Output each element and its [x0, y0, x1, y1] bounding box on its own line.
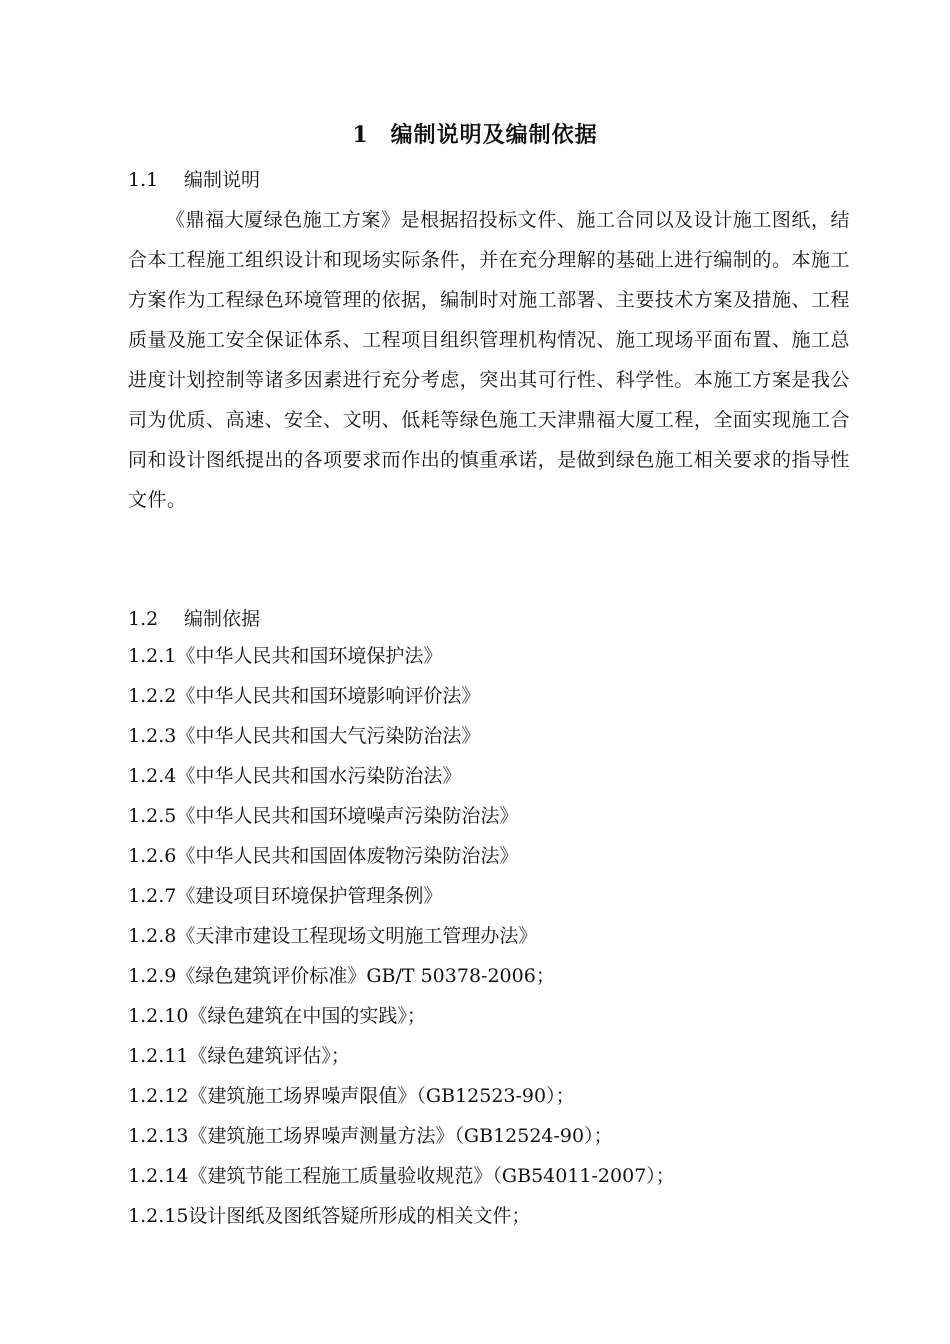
reference-item: 1.2.4《中华人民共和国水污染防治法》	[128, 765, 462, 787]
chapter-number: 1	[352, 122, 369, 148]
section-heading-text: 编制依据	[184, 608, 261, 630]
section-number: 1.2	[128, 608, 159, 630]
section-heading-1-1	[128, 165, 260, 192]
reference-item: 1.2.6《中华人民共和国固体废物污染防治法》	[128, 845, 519, 867]
reference-item: 1.2.8《天津市建设工程现场文明施工管理办法》	[128, 925, 538, 947]
reference-item: 1.2.15设计图纸及图纸答疑所形成的相关文件；	[128, 1205, 531, 1227]
section-1-1-paragraph: 《鼎福大厦绿色施工方案》是根据招投标文件、施工合同以及设计施工图纸，结合本工程施工组织设计和现场实际条件，并在充分理解的基础上进行编制的。本施工方案作为工程绿色环境管理的依据，编制时对施工部署、主要技术方案及措施、工程质量及施工安全保证体系、工程项目组织管理机构情况、施工现场平面布置、施工总进度计划控制等诸多因素进行充分考虑，突出其可行性、科学性。本施工方案是我公司为优质、高速、安全、文明、低耗等绿色施工天津鼎福大厦工程，全面实现施工合同和设计图纸提出的各项要求而作出的慎重承诺，是做到绿色施工相关要求的指导性文件。	[128, 209, 850, 511]
reference-item: 1.2.3《中华人民共和国大气污染防治法》	[128, 725, 481, 747]
chapter-title-text: 编制说明及编制依据	[390, 122, 598, 148]
reference-item: 1.2.14《建筑节能工程施工质量验收规范》（GB54011-2007）；	[128, 1165, 675, 1187]
reference-item: 1.2.9《绿色建筑评价标准》GB/T 50378-2006；	[128, 965, 555, 987]
reference-item: 1.2.5《中华人民共和国环境噪声污染防治法》	[128, 805, 519, 827]
reference-item: 1.2.7《建设项目环境保护管理条例》	[128, 885, 443, 907]
reference-item: 1.2.2《中华人民共和国环境影响评价法》	[128, 685, 481, 707]
reference-item: 1.2.13《建筑施工场界噪声测量方法》（GB12524-90）；	[128, 1125, 613, 1147]
section-heading-1-2	[128, 604, 260, 631]
reference-item: 1.2.12《建筑施工场界噪声限值》（GB12523-90）；	[128, 1085, 575, 1107]
section-number: 1.1	[128, 169, 159, 191]
chapter-title	[0, 118, 950, 149]
reference-item: 1.2.1《中华人民共和国环境保护法》	[128, 645, 443, 667]
section-heading-text: 编制说明	[184, 169, 261, 191]
reference-item: 1.2.10《绿色建筑在中国的实践》；	[128, 1005, 426, 1027]
reference-list	[128, 636, 675, 1236]
reference-item: 1.2.11《绿色建筑评估》；	[128, 1045, 350, 1067]
